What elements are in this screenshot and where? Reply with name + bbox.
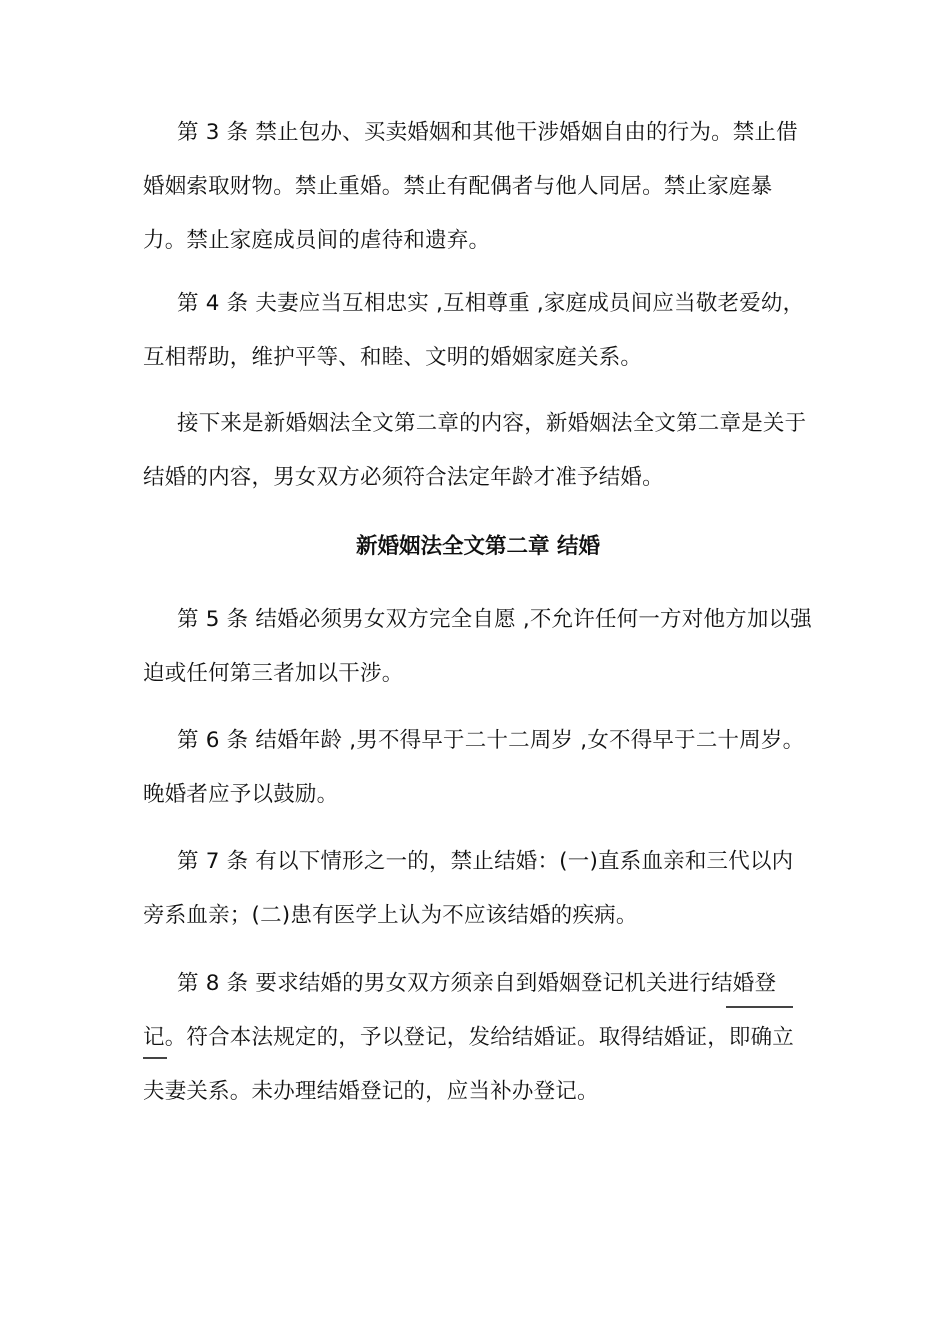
chapter-intro-paragraph: 接下来是新婚姻法全文第二章的内容，新婚姻法全文第二章是关于结婚的内容，男女双方必须符合法定年龄才准予结婚。 — [143, 411, 807, 490]
revision-mark-line-continuation — [143, 1057, 167, 1059]
article-3-paragraph: 第 3 条 禁止包办、买卖婚姻和其他干涉婚姻自由的行为。禁止借婚姻索取财物。禁止重婚。禁止有配偶者与他人同居。禁止家庭暴力。禁止家庭成员间的虐待和遗弃。 — [143, 120, 798, 253]
article-5-paragraph: 第 5 条 结婚必须男女双方完全自愿 ,不允许任何一方对他方加以强迫或任何第三者加以干涉。 — [143, 607, 812, 686]
chapter-heading: 新婚姻法全文第二章 结婚 — [356, 534, 600, 559]
revision-mark-line — [726, 1006, 793, 1008]
article-8-paragraph: 第 8 条 要求结婚的男女双方须亲自到婚姻登记机关进行结婚登记。符合本法规定的，予以登记，发给结婚证。取得结婚证，即确立夫妻关系。未办理结婚登记的，应当补办登记。 — [143, 971, 795, 1104]
article-6-paragraph: 第 6 条 结婚年龄 ,男不得早于二十二周岁 ,女不得早于二十周岁。晚婚者应予以鼓励。 — [143, 728, 805, 807]
article-4-paragraph: 第 4 条 夫妻应当互相忠实 ,互相尊重 ,家庭成员间应当敬老爱幼，互相帮助，维护平等、和睦、文明的婚姻家庭关系。 — [143, 291, 805, 370]
article-7-paragraph: 第 7 条 有以下情形之一的，禁止结婚：(一)直系血亲和三代以内旁系血亲；(二)患有医学上认为不应该结婚的疾病。 — [143, 849, 794, 928]
